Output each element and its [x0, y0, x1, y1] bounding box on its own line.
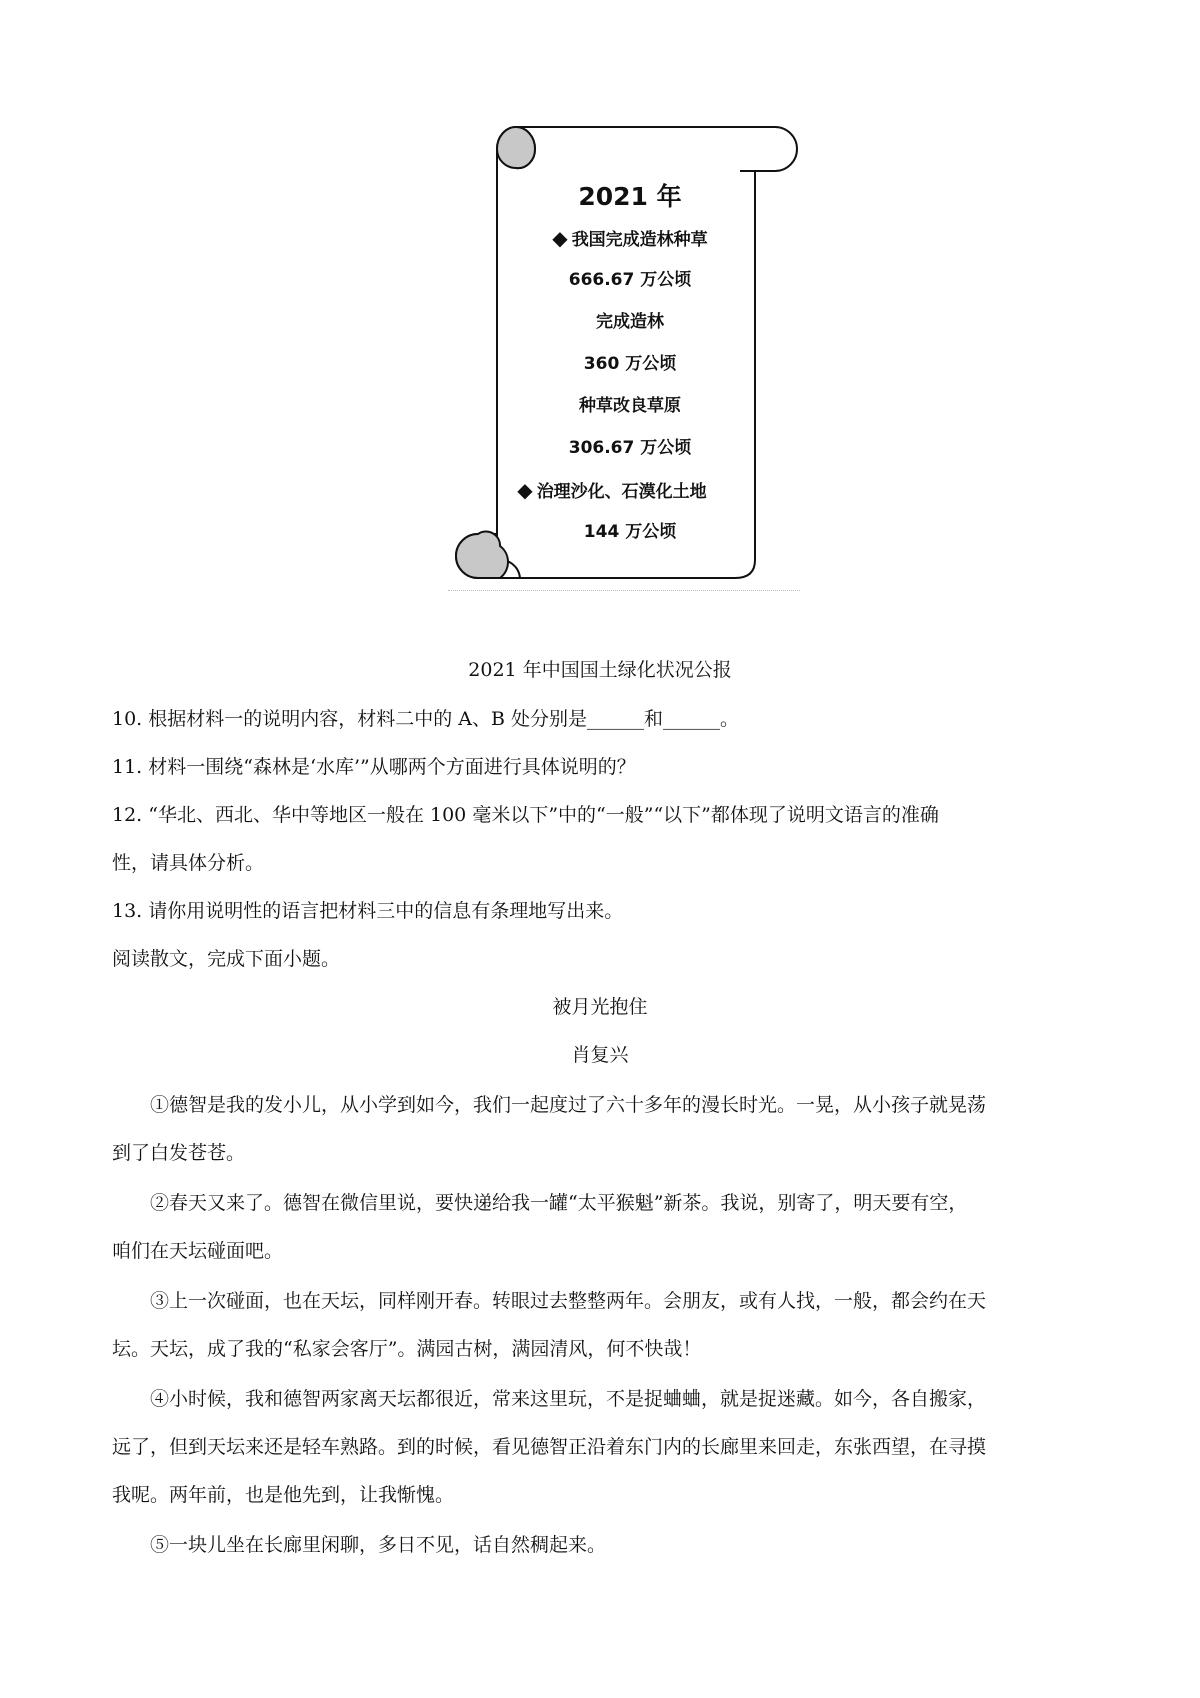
scroll-item-6: 306.67 万公顷 — [568, 438, 692, 458]
question-11: 11. 材料一围绕“森林是‘水库’”从哪两个方面进行具体说明的？ — [112, 756, 636, 778]
paragraph-4-line-3: 我呢。两年前，也是他先到，让我惭愧。 — [112, 1484, 455, 1506]
scroll-item-2: 666.67 万公顷 — [568, 270, 692, 290]
scroll-top-curl — [497, 127, 535, 168]
question-13: 13. 请你用说明性的语言把材料三中的信息有条理地写出来。 — [112, 900, 624, 922]
paragraph-1-line-2: 到了白发苍苍。 — [112, 1142, 246, 1164]
paragraph-2-line-2: 咱们在天坛碰面吧。 — [112, 1240, 284, 1262]
question-10: 10. 根据材料一的说明内容，材料二中的 A、B 处分别是______和______。 — [112, 708, 740, 730]
scroll-item-5: 种草改良草原 — [579, 396, 681, 416]
scroll-item-7: ◆ 治理沙化、石漠化土地 — [517, 478, 707, 502]
reading-instruction: 阅读散文，完成下面小题。 — [112, 948, 341, 970]
scroll-top-roll — [516, 127, 797, 171]
paragraph-1-line-1: ①德智是我的发小儿，从小学到如今，我们一起度过了六十多年的漫长时光。一晃，从小孩子就晃荡 — [150, 1094, 987, 1116]
essay-author: 肖复兴 — [571, 1044, 629, 1066]
question-12-line-1: 12. “华北、西北、华中等地区一般在 100 毫米以下”中的“一般”“以下”都体现了说明文语言的准确 — [112, 804, 939, 826]
figure-divider — [448, 590, 800, 591]
essay-title: 被月光抱住 — [552, 996, 648, 1018]
scroll-item-1: ◆ 我国完成造林种草 — [552, 226, 708, 250]
paragraph-4-line-1: ④小时候，我和德智两家离天坛都很近，常来这里玩，不是捉蛐蛐，就是捉迷藏。如今，各自搬家， — [150, 1388, 987, 1410]
paragraph-3-line-2: 坛。天坛，成了我的“私家会客厅”。满园古树，满园清风，何不快哉！ — [112, 1338, 702, 1360]
scroll-item-3: 完成造林 — [596, 312, 664, 332]
paragraph-4-line-2: 远了，但到天坛来还是轻车熟路。到的时候，看见德智正沿着东门内的长廊里来回走，东张西望，在寻摸 — [112, 1436, 987, 1458]
figure-caption: 2021 年中国国土绿化状况公报 — [468, 659, 732, 681]
paragraph-2-line-1: ②春天又来了。德智在微信里说，要快递给我一罐“太平猴魁”新茶。我说，别寄了，明天要有空， — [150, 1192, 968, 1214]
scroll-year: 2021 年 — [578, 182, 682, 211]
diamond-bullet-icon: ◆ — [552, 226, 568, 250]
paragraph-3-line-1: ③上一次碰面，也在天坛，同样刚开春。转眼过去整整两年。会朋友，或有人找，一般，都会约在天 — [150, 1290, 987, 1312]
diamond-bullet-icon: ◆ — [517, 478, 533, 502]
paragraph-5-line-1: ⑤一块儿坐在长廊里闲聊，多日不见，话自然稠起来。 — [150, 1534, 607, 1556]
scroll-item-4: 360 万公顷 — [583, 354, 677, 374]
question-12-line-2: 性，请具体分析。 — [112, 852, 265, 874]
scroll-item-8: 144 万公顷 — [583, 522, 677, 542]
